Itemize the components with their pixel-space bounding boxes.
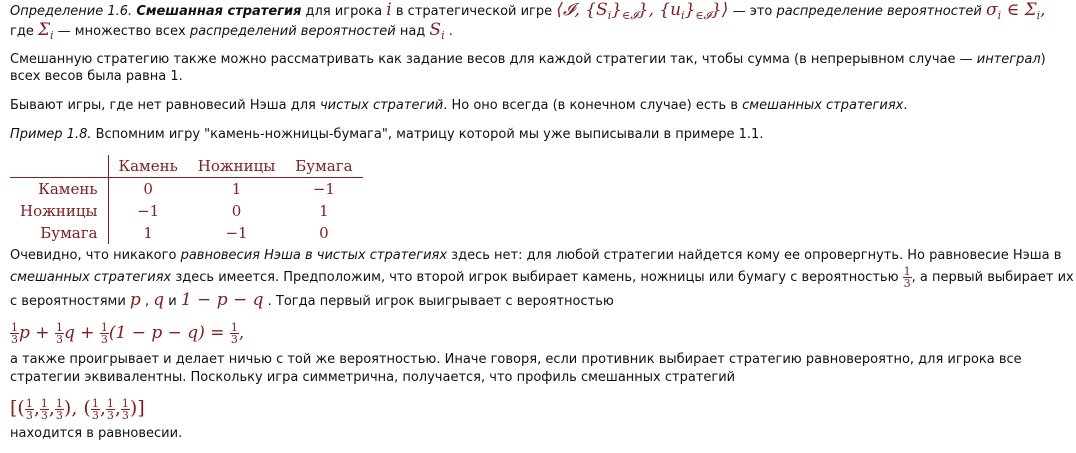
definition-label: Определение 1.6. xyxy=(10,4,133,19)
math-sigma: $\sigma_i$ ∈ $\Sigma_i$, xyxy=(986,0,1046,22)
math-q: q xyxy=(153,290,165,310)
matrix-cell: 0 xyxy=(319,224,329,242)
matrix-row xyxy=(10,178,363,201)
definition-text-6: распределений вероятностей xyxy=(189,24,396,39)
matrix-row xyxy=(10,200,363,222)
matrix-cell: 1 xyxy=(319,202,329,220)
definition-term: Смешанная стратегия xyxy=(136,4,302,19)
definition-text-1: для игрока xyxy=(301,4,387,19)
definition-text-2: в стратегической игре xyxy=(395,4,557,19)
matrix-cell: 0 xyxy=(143,180,153,198)
matrix-row xyxy=(10,222,363,244)
fraction-one-third: $\frac{1}{3}$ xyxy=(903,265,911,290)
definition-text-3: — это xyxy=(732,4,777,19)
formula-strategy-profile: [( $\frac{1}{3}$ , $\frac{1}{3}$ , $\frac{1}{3}$ ), ( $\frac{1}{3}$ , $\frac{1}{3}$ , $\frac{1}{3}$ )] xyxy=(10,396,145,422)
paragraph-obvious-3: с вероятностями p , q и 1 − p − q . Тогда первый игрок выигрывает с вероятностью xyxy=(10,290,614,310)
matrix-row-header: Ножницы xyxy=(10,200,108,222)
math-player-i: i xyxy=(386,0,392,20)
math-one-minus-p-q: 1 − p − q xyxy=(180,290,264,310)
matrix-cell: −1 xyxy=(312,180,335,198)
payoff-matrix xyxy=(10,155,363,244)
matrix-col-header: Бумага xyxy=(285,155,362,178)
paragraph-equivalent-2: стратегии эквивалентны. Поскольку игра симметрична, получается, что профиль смешанных стратегий xyxy=(10,370,736,385)
matrix-cell: 1 xyxy=(231,180,242,198)
paragraph-obvious-2: смешанных стратегиях здесь имеется. Предположим, что второй игрок выбирает камень, ножницы или бумагу с вероятностью $\frac{1}{3}$ , а первый выбирает их xyxy=(10,265,1074,290)
definition-dot: . xyxy=(444,24,453,39)
math-Sigma-i: $\Sigma_i$ xyxy=(37,20,54,42)
matrix-col-header: Ножницы xyxy=(188,155,286,178)
paragraph-equivalent-1: а также проигрывает и делает ничью с той же вероятностью. Иначе говоря, если противник выбирает стратегию равновероятно, для игрока все xyxy=(10,352,1022,367)
matrix-corner xyxy=(10,155,108,178)
math-game-tuple: ⟨𝓘, $\{S_i\}_{\in 𝓘}$}, $\{u_i\}_{\in 𝓘}\}⟩$ xyxy=(556,0,729,22)
definition-text-4: где xyxy=(10,24,38,39)
paragraph-nash: Бывают игры, где нет равновесий Нэша для чистых стратегий. Но оно всегда (в конечном случае) есть в смешанных стратегиях. xyxy=(10,98,908,113)
paragraph-equilibrium: находится в равновесии. xyxy=(10,426,183,441)
matrix-cell: −1 xyxy=(225,224,248,242)
paragraph-obvious-1: Очевидно, что никакого равновесия Нэша в чистых стратегиях здесь нет: для любой стратегии найдется кому ее опровергнуть. Но равновесие Нэша в xyxy=(10,248,1062,263)
matrix-col-header: Камень xyxy=(108,155,188,178)
matrix-header-row xyxy=(10,155,363,178)
matrix-cell: 0 xyxy=(231,202,242,220)
formula-win-probability: $\frac{1}{3}$ p + $\frac{1}{3}$ q + $\frac{1}{3}$ (1 − p − q) = $\frac{1}{3}$ , xyxy=(11,321,245,346)
example-line: Пример 1.8. Вспомним игру "камень-ножницы-бумага", матрицу которой мы уже выписывали в примере 1.1. xyxy=(10,127,764,142)
paragraph-weights-1: Смешанную стратегию также можно рассматривать как задание весов для каждой стратегии так, чтобы сумма (в непрерывном случае — интеграл) xyxy=(10,52,1046,67)
math-S-i: $S_i$ xyxy=(429,20,445,42)
math-p: p xyxy=(129,290,141,310)
example-label: Пример 1.8. xyxy=(10,127,92,142)
matrix-cell: 1 xyxy=(143,224,153,242)
matrix-row-header: Камень xyxy=(10,178,108,201)
definition-text-5: — множество всех xyxy=(53,24,190,39)
definition-text-3e: распределение вероятностей xyxy=(776,4,982,19)
matrix-cell: −1 xyxy=(137,202,160,220)
definition-line-2 xyxy=(10,20,453,42)
definition-text-7: над xyxy=(395,24,430,39)
paragraph-weights-2: всех весов была равна 1. xyxy=(10,69,183,84)
matrix-row-header: Бумага xyxy=(10,222,108,244)
